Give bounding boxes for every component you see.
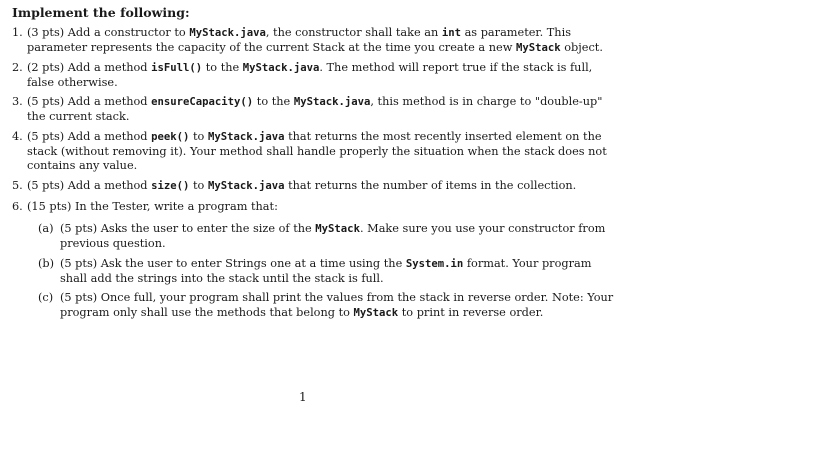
sub-item-a — [38, 222, 622, 251]
code-span: isFull() — [151, 62, 203, 74]
text-span: to — [189, 179, 208, 192]
code-span: peek() — [151, 131, 190, 143]
text-span: (5 pts) Once full, your program shall print the values from the stack in reverse order. Note: Your program only shall use the methods that belong to — [60, 291, 614, 319]
item-text — [27, 130, 622, 174]
list-item-1 — [12, 26, 622, 55]
list-item-4 — [12, 130, 622, 174]
sub-item-label: (b) — [38, 257, 55, 270]
text-span: (3 pts) Add a constructor to — [27, 26, 190, 39]
code-span: MyStack — [315, 223, 360, 235]
code-span: System.in — [405, 258, 464, 270]
item-number: 1. — [12, 26, 23, 39]
code-span: MyStack.java — [207, 180, 285, 192]
item-text — [27, 179, 622, 194]
code-span: MyStack — [353, 306, 399, 319]
text-span: (15 pts) In the Tester, write a program that: — [27, 200, 278, 213]
text-span: , the constructor shall take an — [265, 26, 442, 39]
text-span: format. Your program shall add the strings into the stack until the stack is full. — [60, 257, 592, 285]
text-span: (5 pts) Add a method — [27, 130, 152, 143]
sub-item-c — [38, 291, 622, 320]
sub-item-text — [60, 222, 622, 251]
list-item-2 — [12, 61, 622, 90]
code-span: MyStack.java — [207, 131, 285, 143]
sub-item-text — [60, 257, 622, 286]
sub-item-text — [60, 291, 622, 320]
sub-item-label: (a) — [38, 222, 54, 235]
text-span: that returns the number of items in the collection. — [284, 179, 577, 192]
item-text — [27, 61, 622, 90]
item-number: 3. — [12, 95, 23, 108]
code-span: MyStack — [515, 41, 561, 54]
item-number: 5. — [12, 179, 23, 192]
text-span: as parameter. This parameter represents the capacity of the current Stack at the time you create a new — [27, 26, 571, 54]
text-span: (5 pts) Ask the user to enter Strings one at a time using the — [60, 257, 406, 270]
item-text — [27, 200, 622, 215]
code-span: ensureCapacity() — [151, 96, 254, 108]
list-item-6 — [12, 200, 622, 215]
text-span: (2 pts) Add a method — [27, 61, 152, 74]
code-span: size() — [151, 180, 190, 192]
code-span: MyStack.java — [189, 27, 266, 39]
item-text — [27, 26, 622, 55]
code-span: int — [441, 27, 461, 39]
text-span: to the — [253, 95, 294, 108]
sub-item-b — [38, 257, 622, 286]
item-text — [27, 95, 622, 124]
code-span: MyStack.java — [293, 96, 371, 108]
text-span: . The method will report true if the stack is full, false otherwise. — [27, 61, 593, 89]
text-span: (5 pts) Add a method — [27, 179, 152, 192]
text-span: that returns the most recently inserted element on the stack (without removing it). Your method shall handle properly the situation when the stack does not contains any value. — [27, 130, 607, 172]
text-span: to — [189, 130, 208, 143]
text-span: to print in reverse order. — [398, 305, 544, 319]
item-number: 4. — [12, 130, 23, 143]
page-number: 1 — [299, 390, 307, 404]
text-span: , this method is in charge to "double-up" the current stack. — [27, 95, 603, 123]
text-span: . Make sure you use your constructor from previous question. — [60, 222, 606, 250]
text-span: (5 pts) Asks the user to enter the size of the — [60, 222, 316, 235]
sub-item-label: (c) — [38, 291, 54, 304]
list-item-3 — [12, 95, 622, 124]
code-span: MyStack.java — [242, 62, 320, 74]
list-item-5 — [12, 179, 622, 194]
item-number: 2. — [12, 61, 23, 74]
item-number: 6. — [12, 200, 23, 213]
text-span: object. — [560, 40, 603, 54]
text-span: (5 pts) Add a method — [27, 95, 152, 108]
heading: Implement the following: — [12, 5, 190, 20]
text-span: to the — [202, 61, 243, 74]
